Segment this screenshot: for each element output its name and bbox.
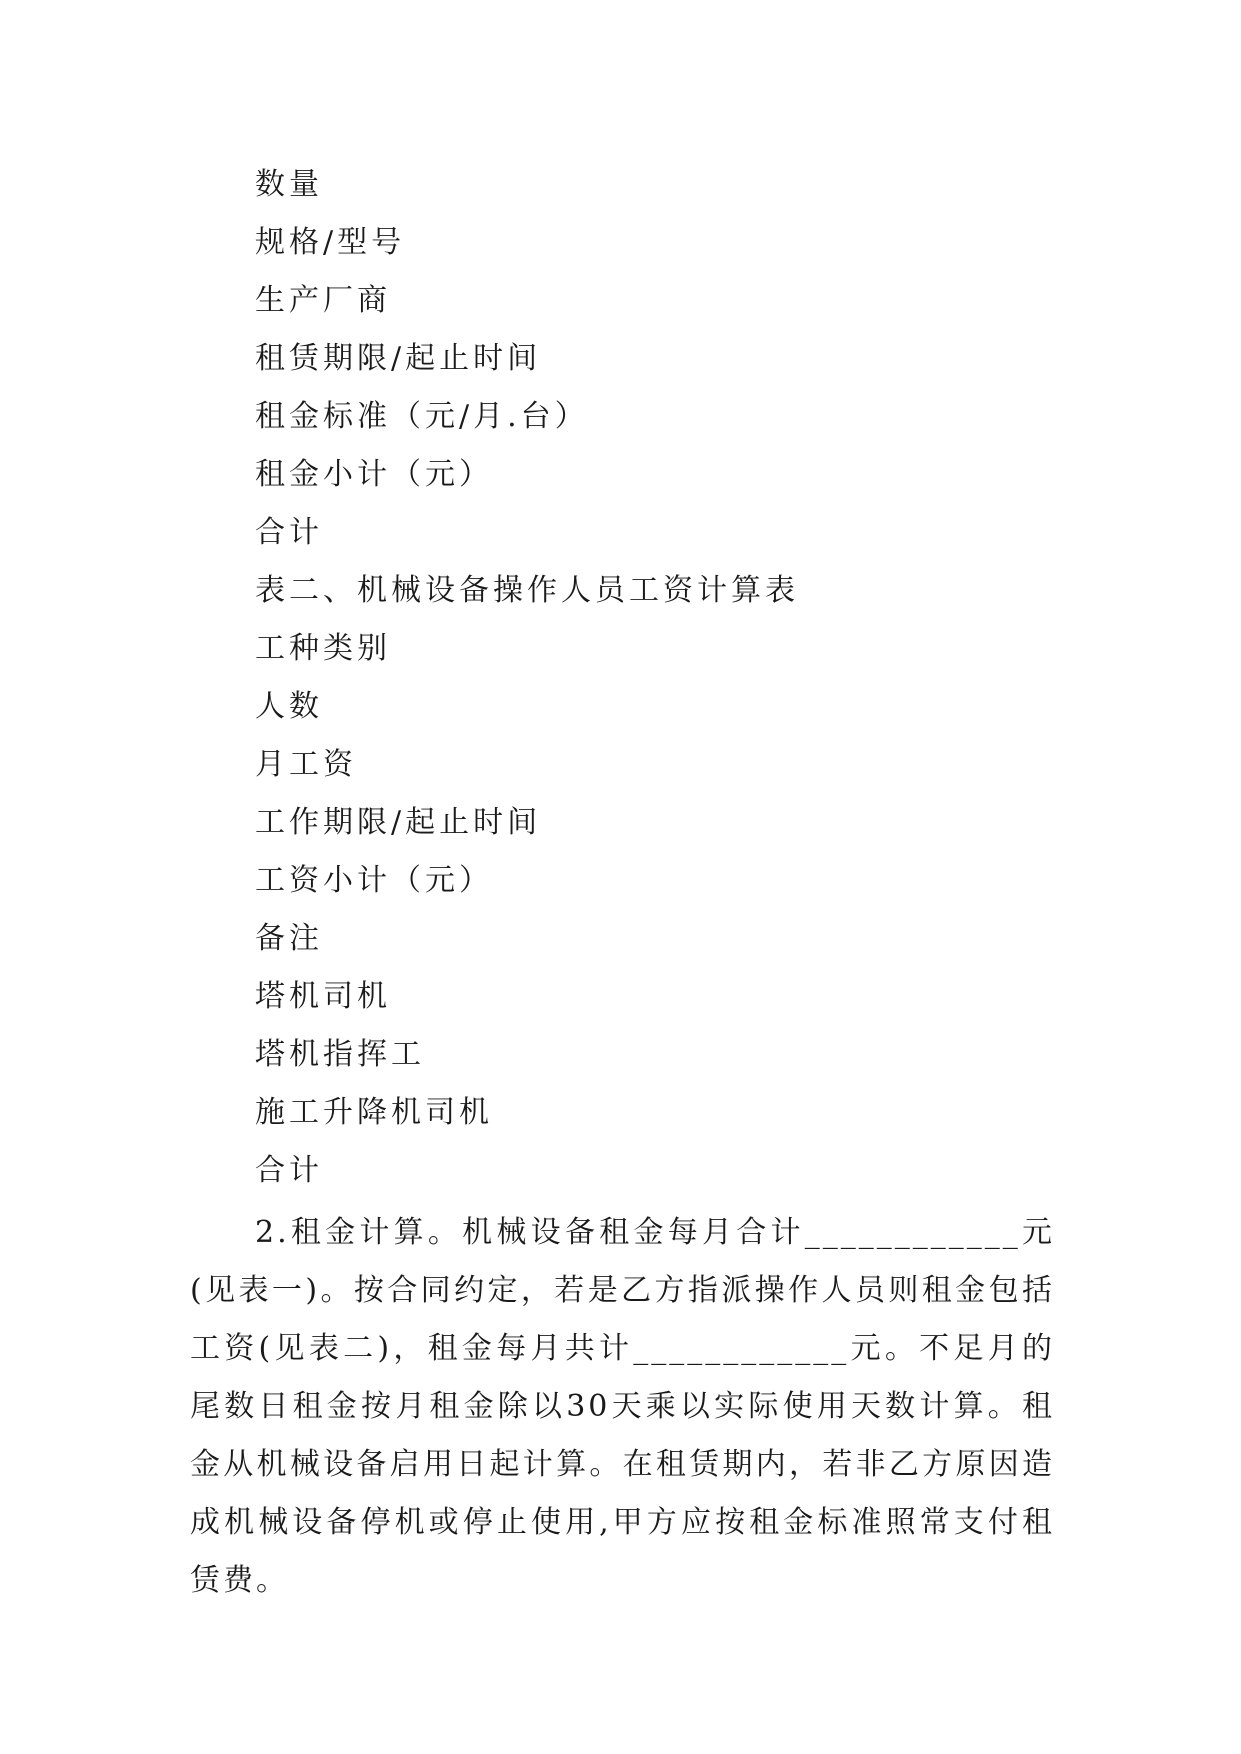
- text-line: 人数: [255, 689, 323, 724]
- text-line: 生产厂商: [255, 283, 391, 318]
- table-caption: 表二、机械设备操作人员工资计算表: [255, 573, 799, 608]
- text-line: 租赁期限/起止时间: [255, 341, 542, 376]
- text-line: 合计: [255, 515, 323, 550]
- text-line: 工种类别: [255, 631, 391, 666]
- text-line: 合计: [255, 1153, 323, 1188]
- text-line: 施工升降机司机: [255, 1095, 493, 1130]
- text-line: 塔机指挥工: [255, 1037, 425, 1072]
- paragraph-text: 2.租金计算。机械设备租金每月合计____________元(见表一)。按合同约定，若是乙方指派操作人员则租金包括工资(见表二)，租金每月共计____________元。不足月的尾数日租金按月租金除以30天乘以实际使用天数计算。租金从机械设备启用日起计算。在租赁期内，若非乙方原因造成机械设备停机或停止使用,甲方应按租金标准照常支付租赁费。: [190, 1215, 1055, 1598]
- text-line: 数量: [255, 167, 323, 202]
- text-line: 月工资: [255, 747, 357, 782]
- text-line: 规格/型号: [255, 225, 406, 260]
- rent-calculation-paragraph: [190, 1204, 1055, 1610]
- text-line: 备注: [255, 921, 323, 956]
- text-line: 租金标准（元/月.台）: [255, 399, 589, 434]
- text-line: 工资小计（元）: [255, 863, 493, 898]
- text-line: 租金小计（元）: [255, 457, 493, 492]
- text-line: 工作期限/起止时间: [255, 805, 542, 840]
- text-line: 塔机司机: [255, 979, 391, 1014]
